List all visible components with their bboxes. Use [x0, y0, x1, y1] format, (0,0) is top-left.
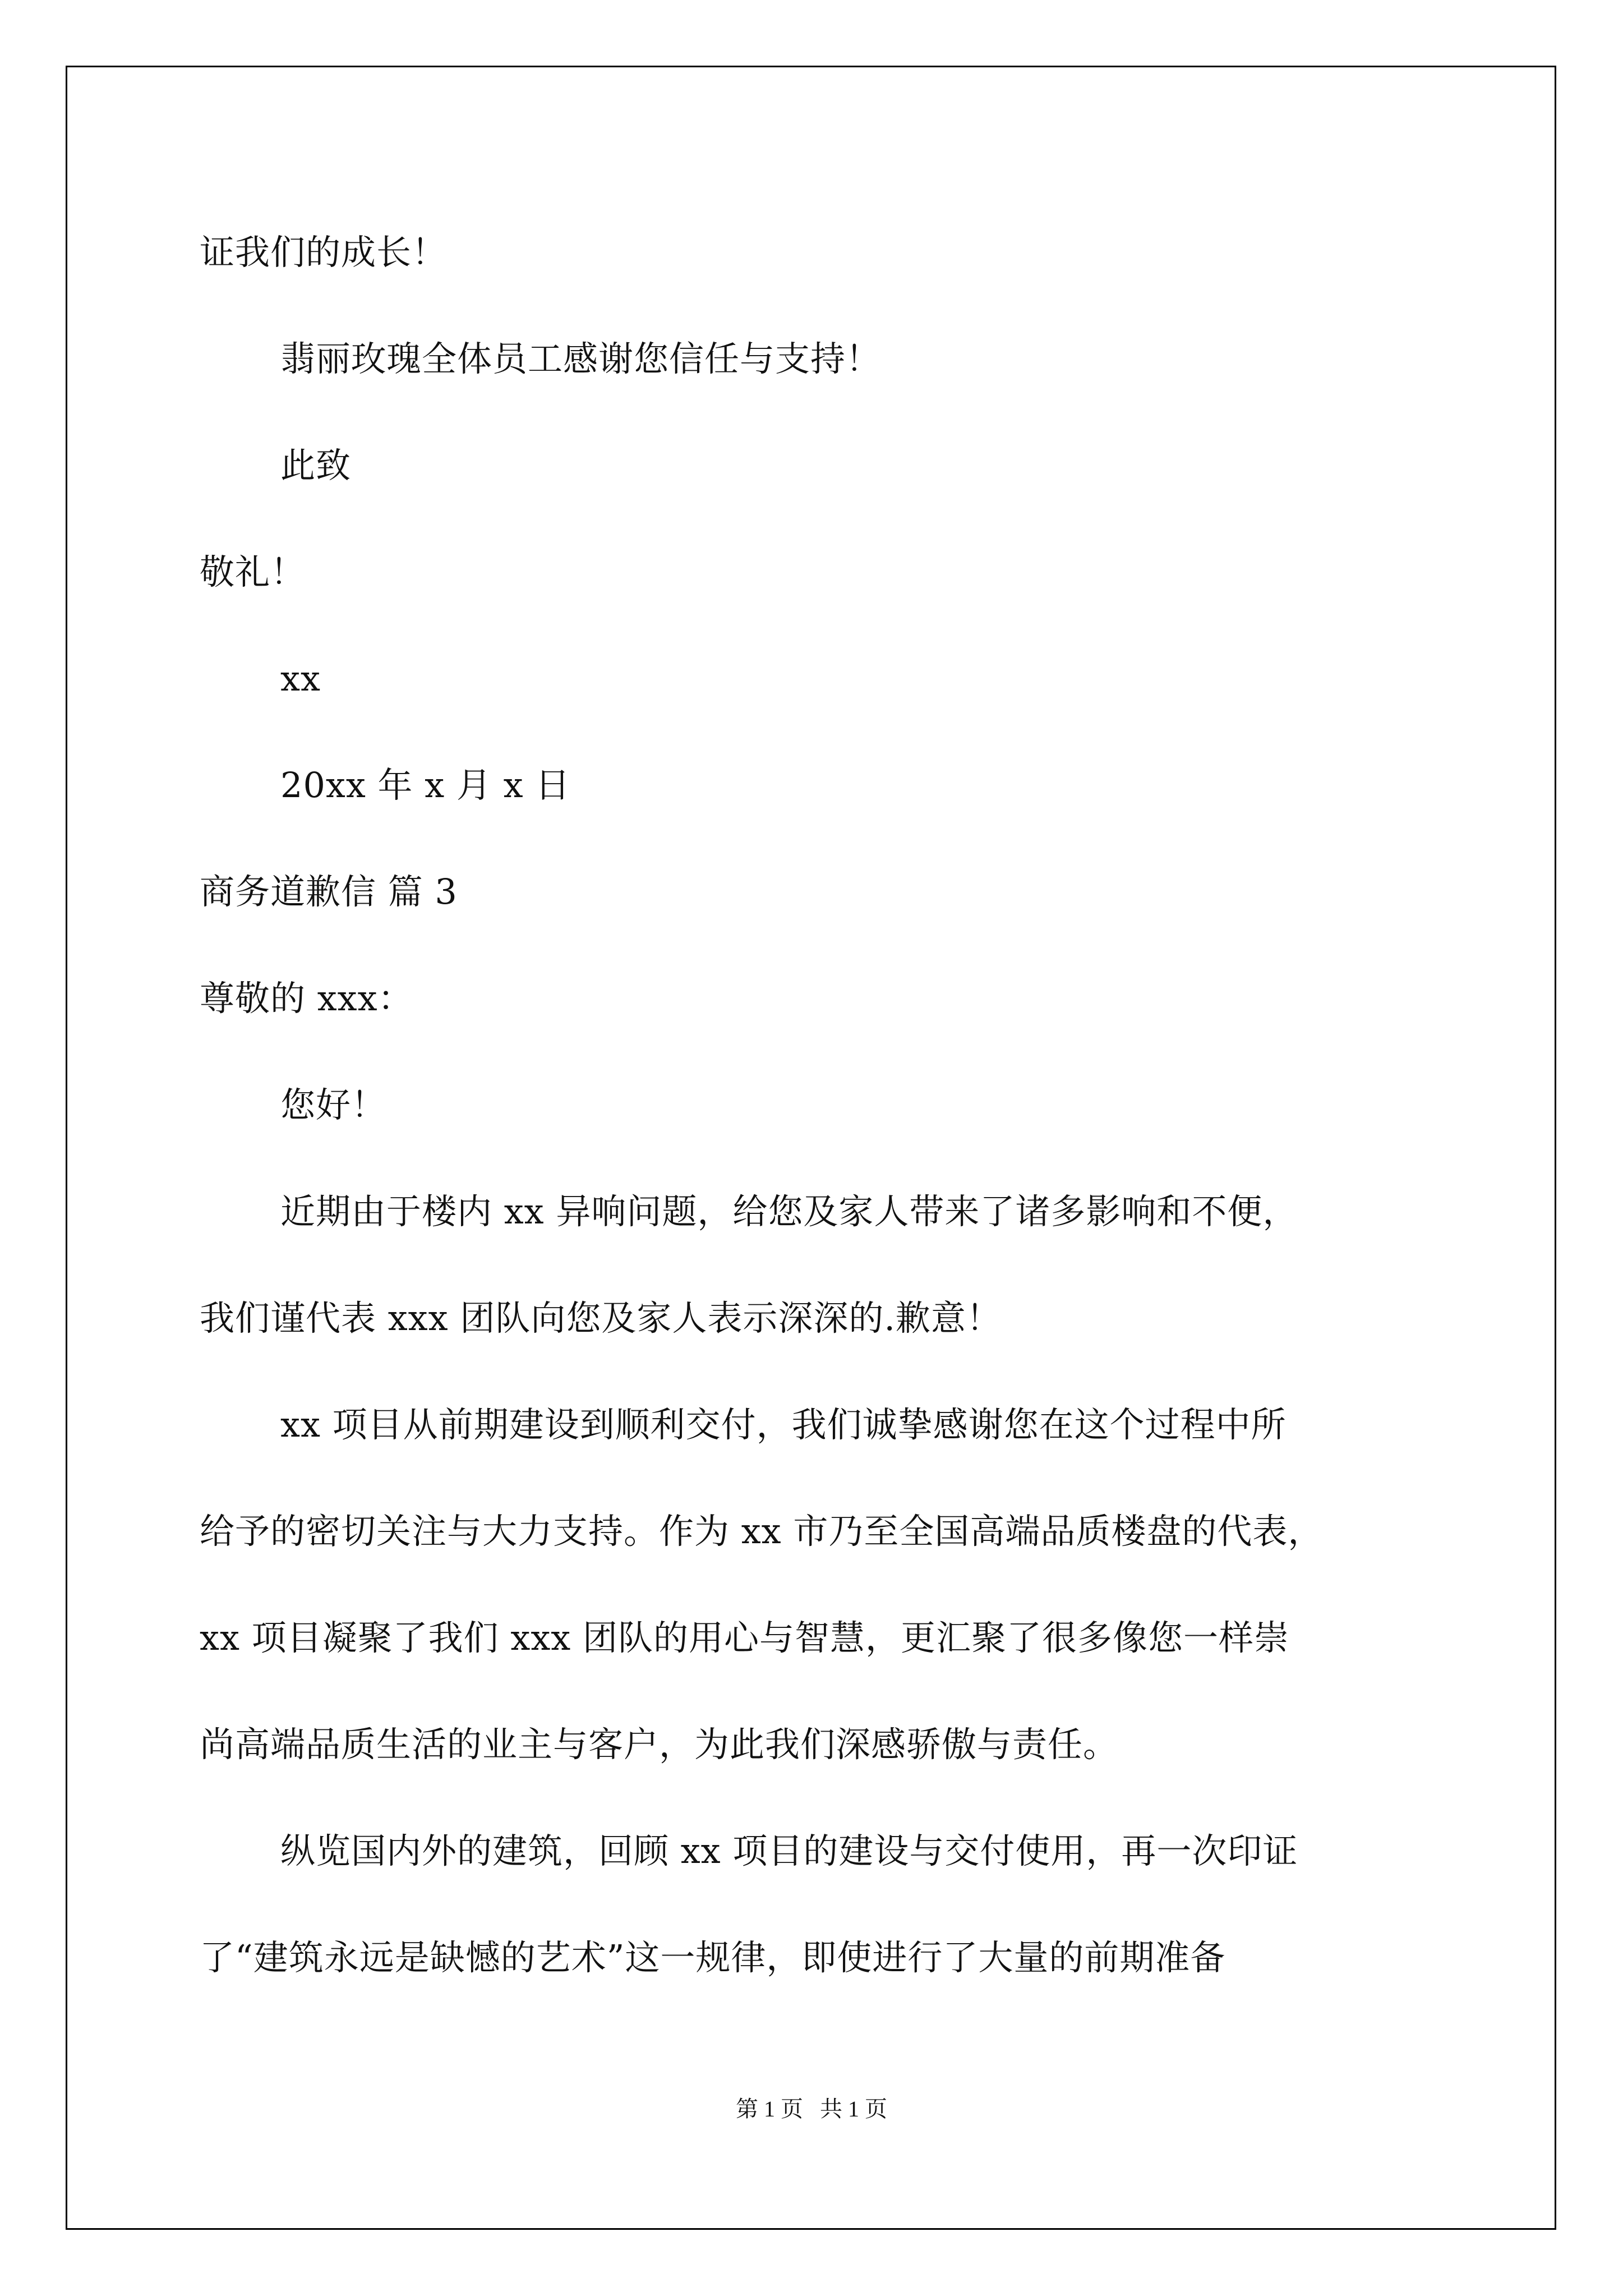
text-line: 我们谨代表 xxx 团队向您及家人表示深深的.歉意！: [200, 1297, 1002, 1338]
text-line: 敬礼！: [200, 551, 306, 592]
text-line: 证我们的成长！: [200, 232, 448, 273]
text-line: xx 项目凝聚了我们 xxx 团队的用心与智慧，更汇聚了很多像您一样崇: [200, 1617, 1289, 1658]
text-line: 翡丽玫瑰全体员工感谢您信任与支持！: [280, 338, 882, 379]
page-footer: 第 1 页 共 1 页: [736, 2096, 887, 2122]
text-line: 纵览国内外的建筑，回顾 xx 项目的建设与交付使用，再一次印证: [280, 1830, 1298, 1871]
text-line: 给予的密切关注与大力支持。作为 xx 市乃至全国高端品质楼盘的代表，: [200, 1511, 1324, 1552]
salutation: 尊敬的 xxx：: [200, 978, 413, 1019]
text-line: 此致: [280, 445, 352, 486]
text-line: 20xx 年 x 月 x 日: [280, 765, 571, 806]
text-line: 尚高端品质生活的业主与客户，为此我们深感骄傲与责任。: [200, 1724, 1119, 1765]
text-line: 近期由于楼内 xx 异响问题，给您及家人带来了诸多影响和不便，: [280, 1191, 1298, 1232]
page-border: [66, 66, 1556, 2230]
text-line: 您好！: [280, 1084, 387, 1125]
text-line: xx: [280, 658, 321, 699]
text-line: xx 项目从前期建设到顺利交付，我们诚挚感谢您在这个过程中所: [280, 1404, 1287, 1445]
text-line: 了“建筑永远是缺憾的艺术”这一规律，即使进行了大量的前期准备: [200, 1937, 1226, 1978]
section-heading: 商务道歉信 篇 3: [200, 871, 458, 912]
